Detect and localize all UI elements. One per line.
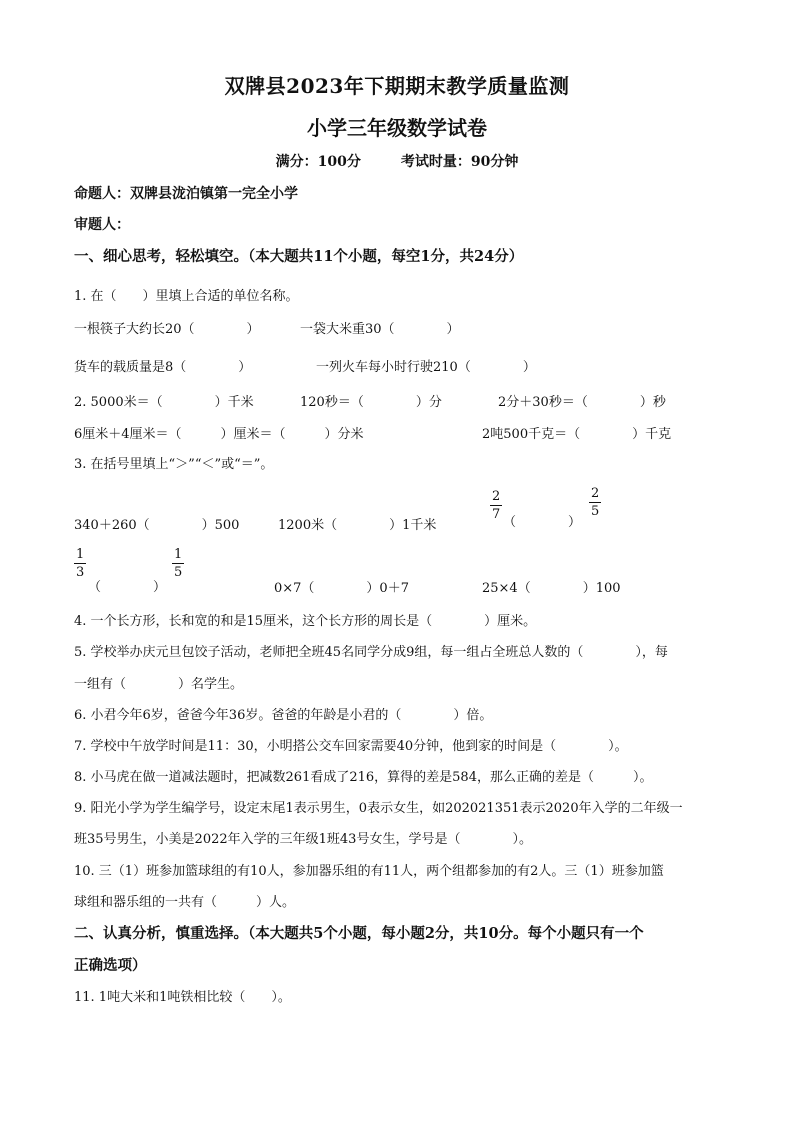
q1-item-b: 一袋大米重30（ ）: [300, 322, 460, 337]
q2-item-e: 2吨500千克＝（ ）千克: [482, 427, 672, 442]
q2-item-b: 120秒＝（ ）分: [300, 395, 442, 410]
q3-item-e: 0×7（ ）0＋7: [274, 581, 409, 596]
q3-frac-1-5: $\frac{1}{5}$: [174, 547, 183, 580]
exam-title: 双牌县2023年下期期末教学质量监测: [224, 74, 570, 98]
author-line: 命题人：双牌县泷泊镇第一完全小学: [74, 186, 298, 202]
section2-heading-line2: 正确选项）: [74, 957, 147, 974]
q2-item-a: 2. 5000米＝（ ）千米: [74, 395, 254, 410]
q4: 4. 一个长方形，长和宽的和是15厘米，这个长方形的周长是（ ）厘米。: [74, 614, 537, 629]
q1-item-c: 货车的载质量是8（ ）: [74, 360, 252, 375]
q6: 6. 小君今年6岁，爸爸今年36岁。爸爸的年龄是小君的（ ）倍。: [74, 708, 493, 723]
section1-heading: 一、细心思考，轻松填空。（本大题共11个小题，每空1分，共24分）: [74, 248, 524, 265]
q3-item-b: 1200米（ ）1千米: [278, 518, 437, 533]
q3-frac-2-5: $\frac{2}{5}$: [591, 486, 600, 519]
q3-paren-d: （ ）: [88, 580, 167, 595]
q2-item-c: 2分＋30秒＝（ ）秒: [498, 395, 666, 410]
q3-frac-2-7: $\frac{2}{7}$: [492, 489, 501, 522]
q3-paren-c: （ ）: [503, 515, 582, 530]
score-time-line: [0, 151, 794, 171]
q1-item-d: 一列火车每小时行驶210（ ）: [316, 360, 536, 375]
q5-line2: 一组有（ ）名学生。: [74, 677, 244, 692]
q8: 8. 小马虎在做一道减法题时，把减数261看成了216，算得的差是584，那么正确的差是（ ）。: [74, 770, 653, 785]
q1-item-a: 一根筷子大约长20（ ）: [74, 322, 260, 337]
q2-item-d: 6厘米＋4厘米＝（ ）厘米＝（ ）分米: [74, 427, 364, 442]
q3-frac-1-3: $\frac{1}{3}$: [76, 547, 85, 580]
q3-item-a: 340＋260（ ）500: [74, 518, 240, 533]
q10-line2: 球组和器乐组的一共有（ ）人。: [74, 895, 296, 910]
q9-line2: 班35号男生，小美是2022年入学的三年级1班43号女生，学号是（ ）。: [74, 832, 532, 847]
q3-item-f: 25×4（ ）100: [482, 581, 621, 596]
q5-line1: 5. 学校举办庆元旦包饺子活动，老师把全班45名同学分成9组，每一组占全班总人数的（ ），每: [74, 645, 668, 660]
full-score: 满分：100分: [275, 154, 361, 170]
q9-line1: 9. 阳光小学为学生编学号，设定末尾1表示男生，0表示女生，如202021351表示2020年入学的二年级一: [74, 801, 683, 816]
q1-stem: 1. 在（ ）里填上合适的单位名称。: [74, 289, 299, 304]
exam-time: 考试时量：90分钟: [400, 154, 519, 170]
q7: 7. 学校中午放学时间是11：30，小明搭公交车回家需要40分钟，他到家的时间是（ ）。: [74, 739, 628, 754]
q3-stem: 3. 在括号里填上“＞”“＜”或“＝”。: [74, 457, 274, 472]
q11: 11. 1吨大米和1吨铁相比较（ ）。: [74, 990, 291, 1005]
exam-subtitle: 小学三年级数学试卷: [307, 116, 487, 140]
section2-heading-line1: 二、认真分析，慎重选择。（本大题共5个小题，每小题2分，共10分。每个小题只有一个: [74, 925, 644, 942]
reviewer-line: 审题人：: [74, 217, 130, 233]
q10-line1: 10. 三（1）班参加篮球组的有10人，参加器乐组的有11人，两个组都参加的有2人。三（1）班参加篮: [74, 864, 664, 879]
